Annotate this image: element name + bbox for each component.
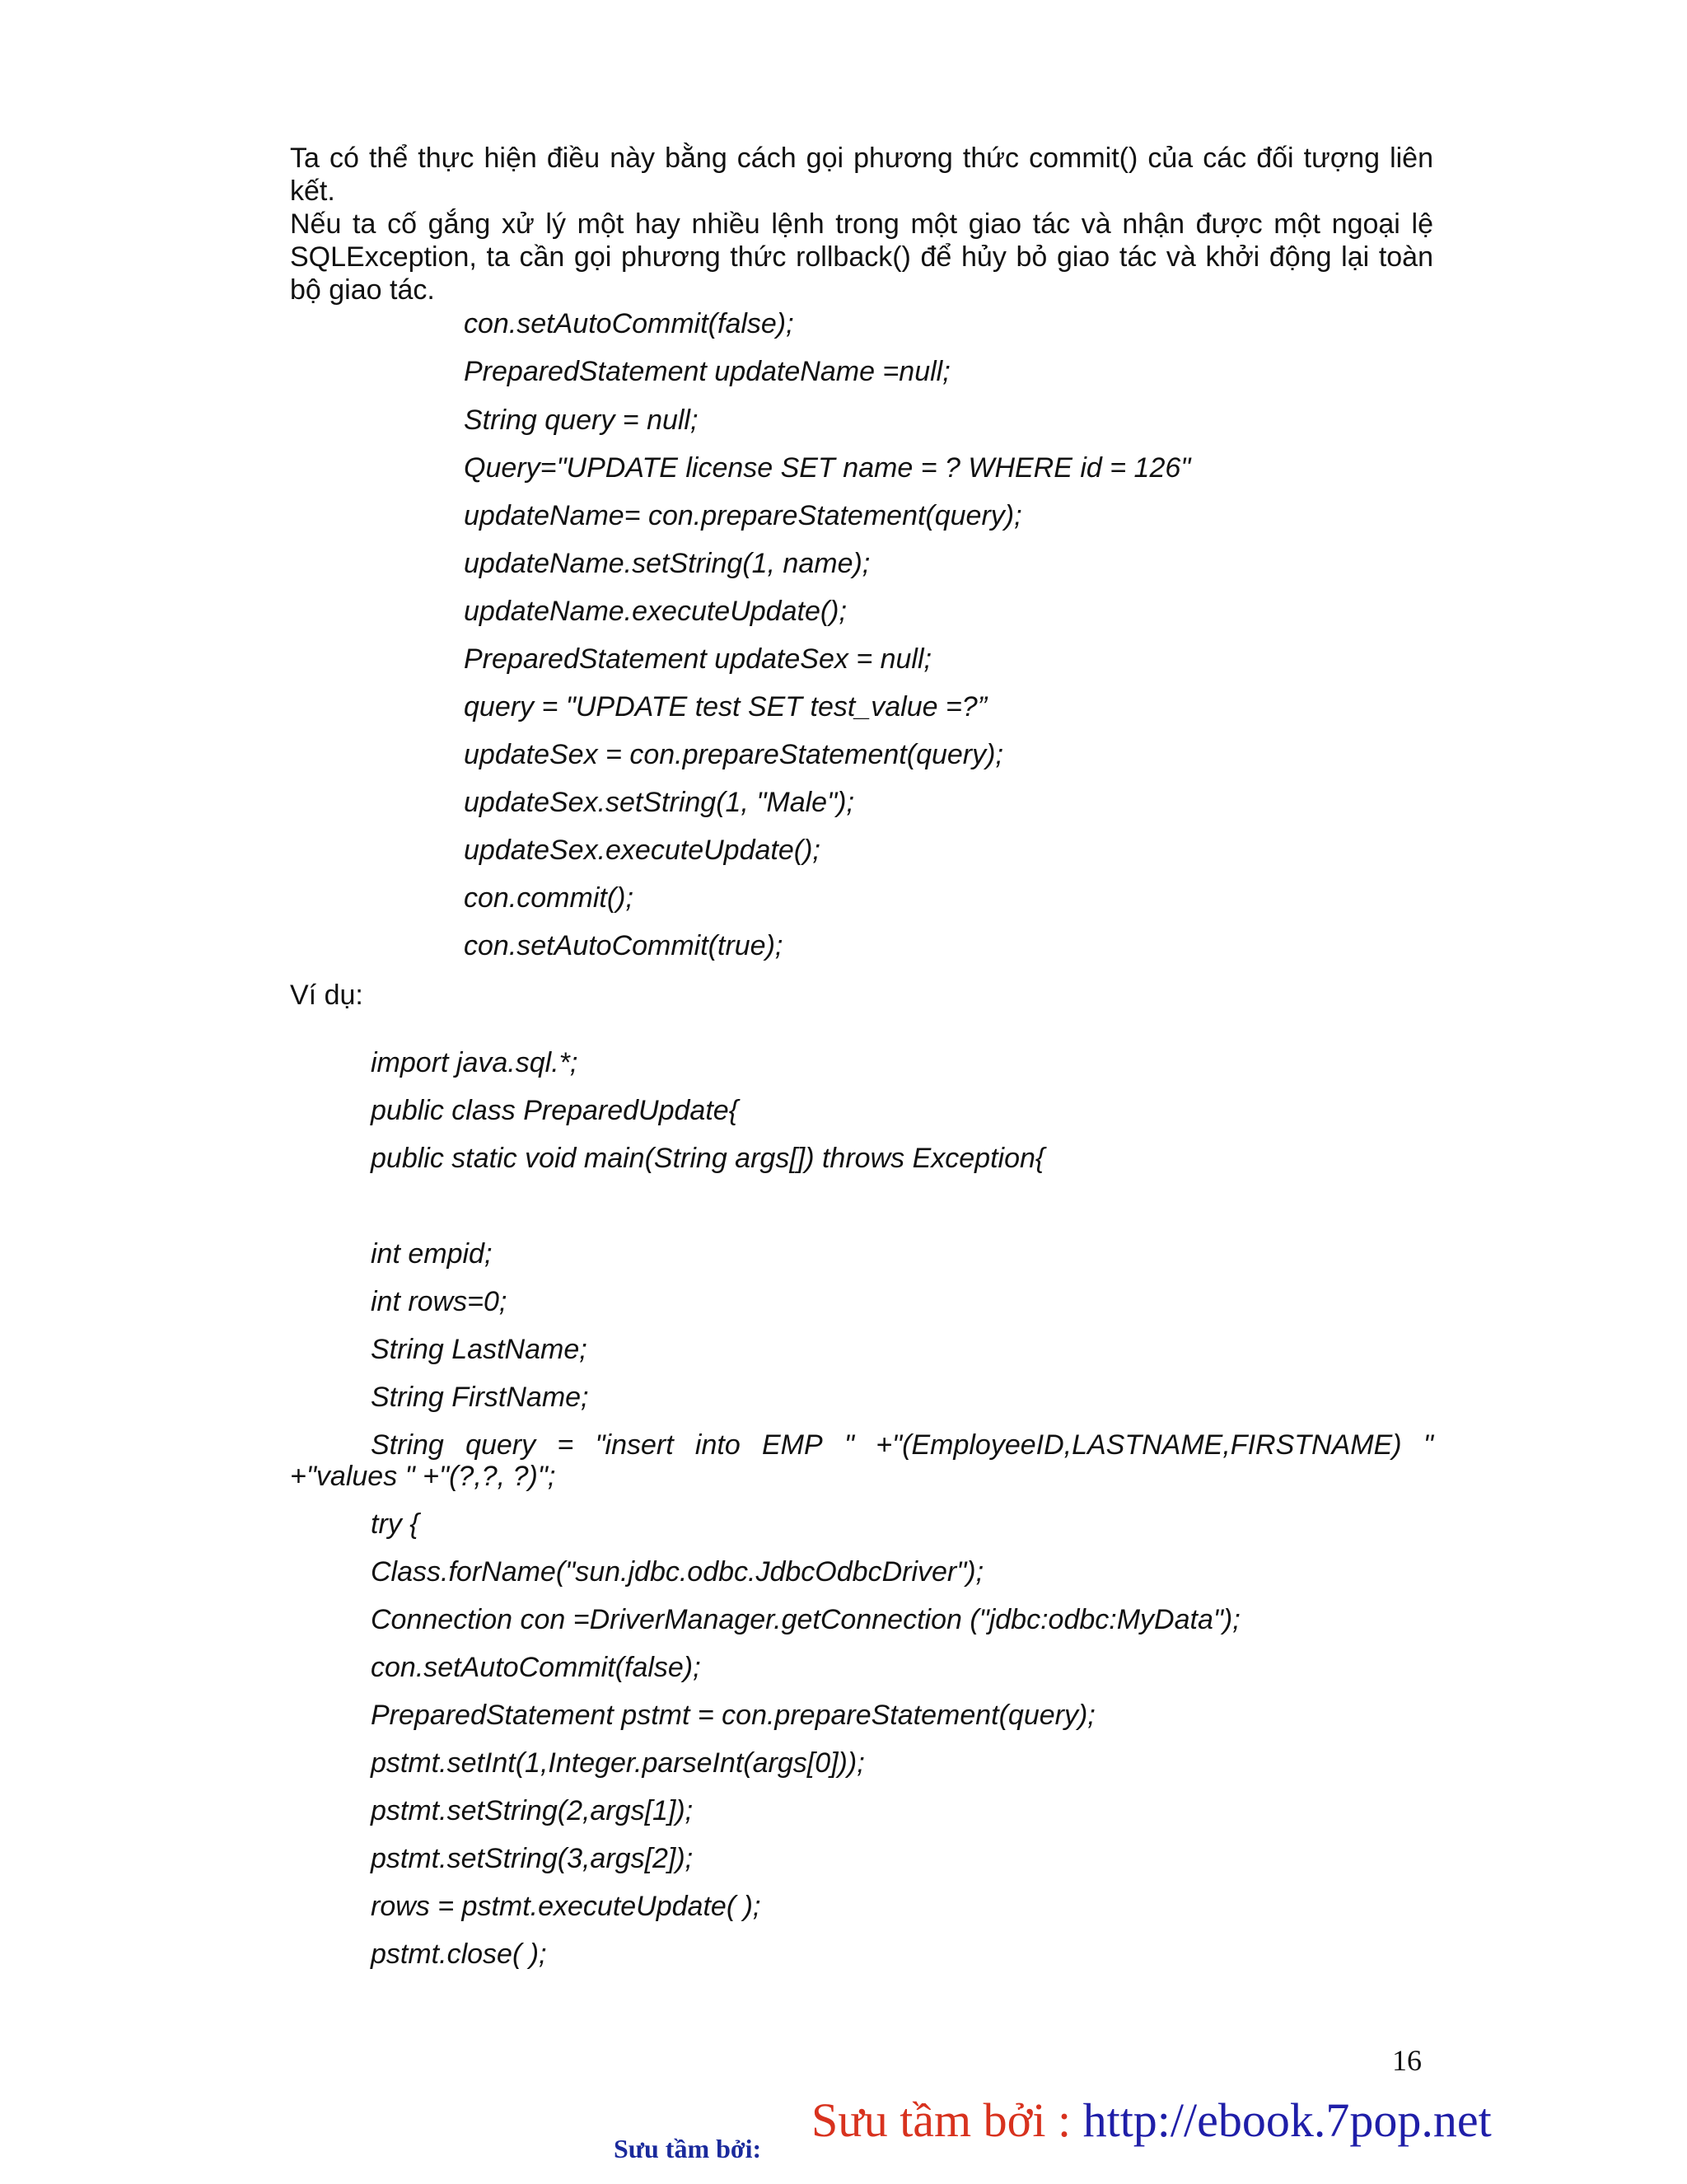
watermark-url-link[interactable]: http://ebook.7pop.net	[1082, 2093, 1492, 2147]
code-line: Query="UPDATE license SET name = ? WHERE id = 126"	[464, 452, 1191, 484]
code-line: String FirstName;	[371, 1382, 589, 1413]
code-line: updateName.executeUpdate();	[464, 596, 847, 627]
code-token: EMP	[761, 1429, 823, 1461]
code-token: "	[1423, 1429, 1433, 1461]
code-line-continuation: +"values " +"(?,?, ?)";	[290, 1461, 556, 1492]
code-line: con.commit();	[464, 882, 633, 914]
code-token: into	[694, 1429, 741, 1461]
code-line: pstmt.setString(2,args[1]);	[371, 1795, 694, 1826]
code-line: PreparedStatement pstmt = con.prepareStatement(query);	[371, 1700, 1096, 1731]
code-token: "insert	[595, 1429, 674, 1461]
code-line: PreparedStatement updateName =null;	[464, 356, 951, 387]
code-line: public static void main(String args[]) throws Exception{	[371, 1143, 1045, 1174]
code-line: con.setAutoCommit(true);	[464, 930, 783, 961]
code-line: rows = pstmt.executeUpdate( );	[371, 1891, 761, 1922]
query-code-line	[371, 1429, 1433, 1461]
code-line: Connection con =DriverManager.getConnection ("jdbc:odbc:MyData");	[371, 1604, 1241, 1635]
code-token: +"(EmployeeID,LASTNAME,FIRSTNAME)	[876, 1429, 1402, 1461]
watermark-label: Sưu tầm bởi :	[811, 2093, 1083, 2147]
code-line: query = "UPDATE test SET test_value =?”	[464, 691, 988, 723]
code-line: int rows=0;	[371, 1286, 507, 1317]
code-line: import java.sql.*;	[371, 1047, 578, 1078]
code-line: pstmt.close( );	[371, 1938, 547, 1970]
code-token: query	[465, 1429, 536, 1461]
example-label: Ví dụ:	[290, 980, 363, 1011]
code-line: String LastName;	[371, 1334, 587, 1365]
code-line: int empid;	[371, 1238, 493, 1270]
code-line: pstmt.setInt(1,Integer.parseInt(args[0]));	[371, 1747, 865, 1779]
code-line: PreparedStatement updateSex = null;	[464, 643, 932, 675]
intro-paragraph-2: Nếu ta cố gắng xử lý một hay nhiều lệnh trong một giao tác và nhận được một ngoại lệ SQLException, ta cần gọi phương thức rollback() để hủy bỏ giao tác và khởi động lại toàn bộ giao tác.	[290, 208, 1433, 306]
intro-paragraph-1: Ta có thể thực hiện điều này bằng cách gọi phương thức commit() của các đối tượng liên kết.	[290, 143, 1433, 207]
footer-credit-label: Sưu tầm bởi:	[614, 2134, 762, 2163]
code-line: updateSex.executeUpdate();	[464, 835, 820, 866]
code-line: con.setAutoCommit(false);	[371, 1652, 701, 1683]
code-line: Class.forName("sun.jdbc.odbc.JdbcOdbcDriver");	[371, 1556, 984, 1588]
code-line: try {	[371, 1508, 419, 1540]
code-line: String query = null;	[464, 405, 699, 436]
code-line: public class PreparedUpdate{	[371, 1095, 739, 1126]
code-token: =	[557, 1429, 574, 1461]
code-line: pstmt.setString(3,args[2]);	[371, 1843, 694, 1874]
code-line: updateSex.setString(1, "Male");	[464, 787, 854, 818]
code-line: updateName.setString(1, name);	[464, 548, 871, 579]
ebook-watermark[interactable]	[811, 2093, 1492, 2148]
code-line: updateName= con.prepareStatement(query);	[464, 500, 1022, 531]
code-line: con.setAutoCommit(false);	[464, 308, 794, 339]
page-number: 16	[1392, 2044, 1422, 2077]
code-line: updateSex = con.prepareStatement(query);	[464, 739, 1003, 770]
code-token: String	[371, 1429, 444, 1461]
code-token: "	[844, 1429, 854, 1461]
